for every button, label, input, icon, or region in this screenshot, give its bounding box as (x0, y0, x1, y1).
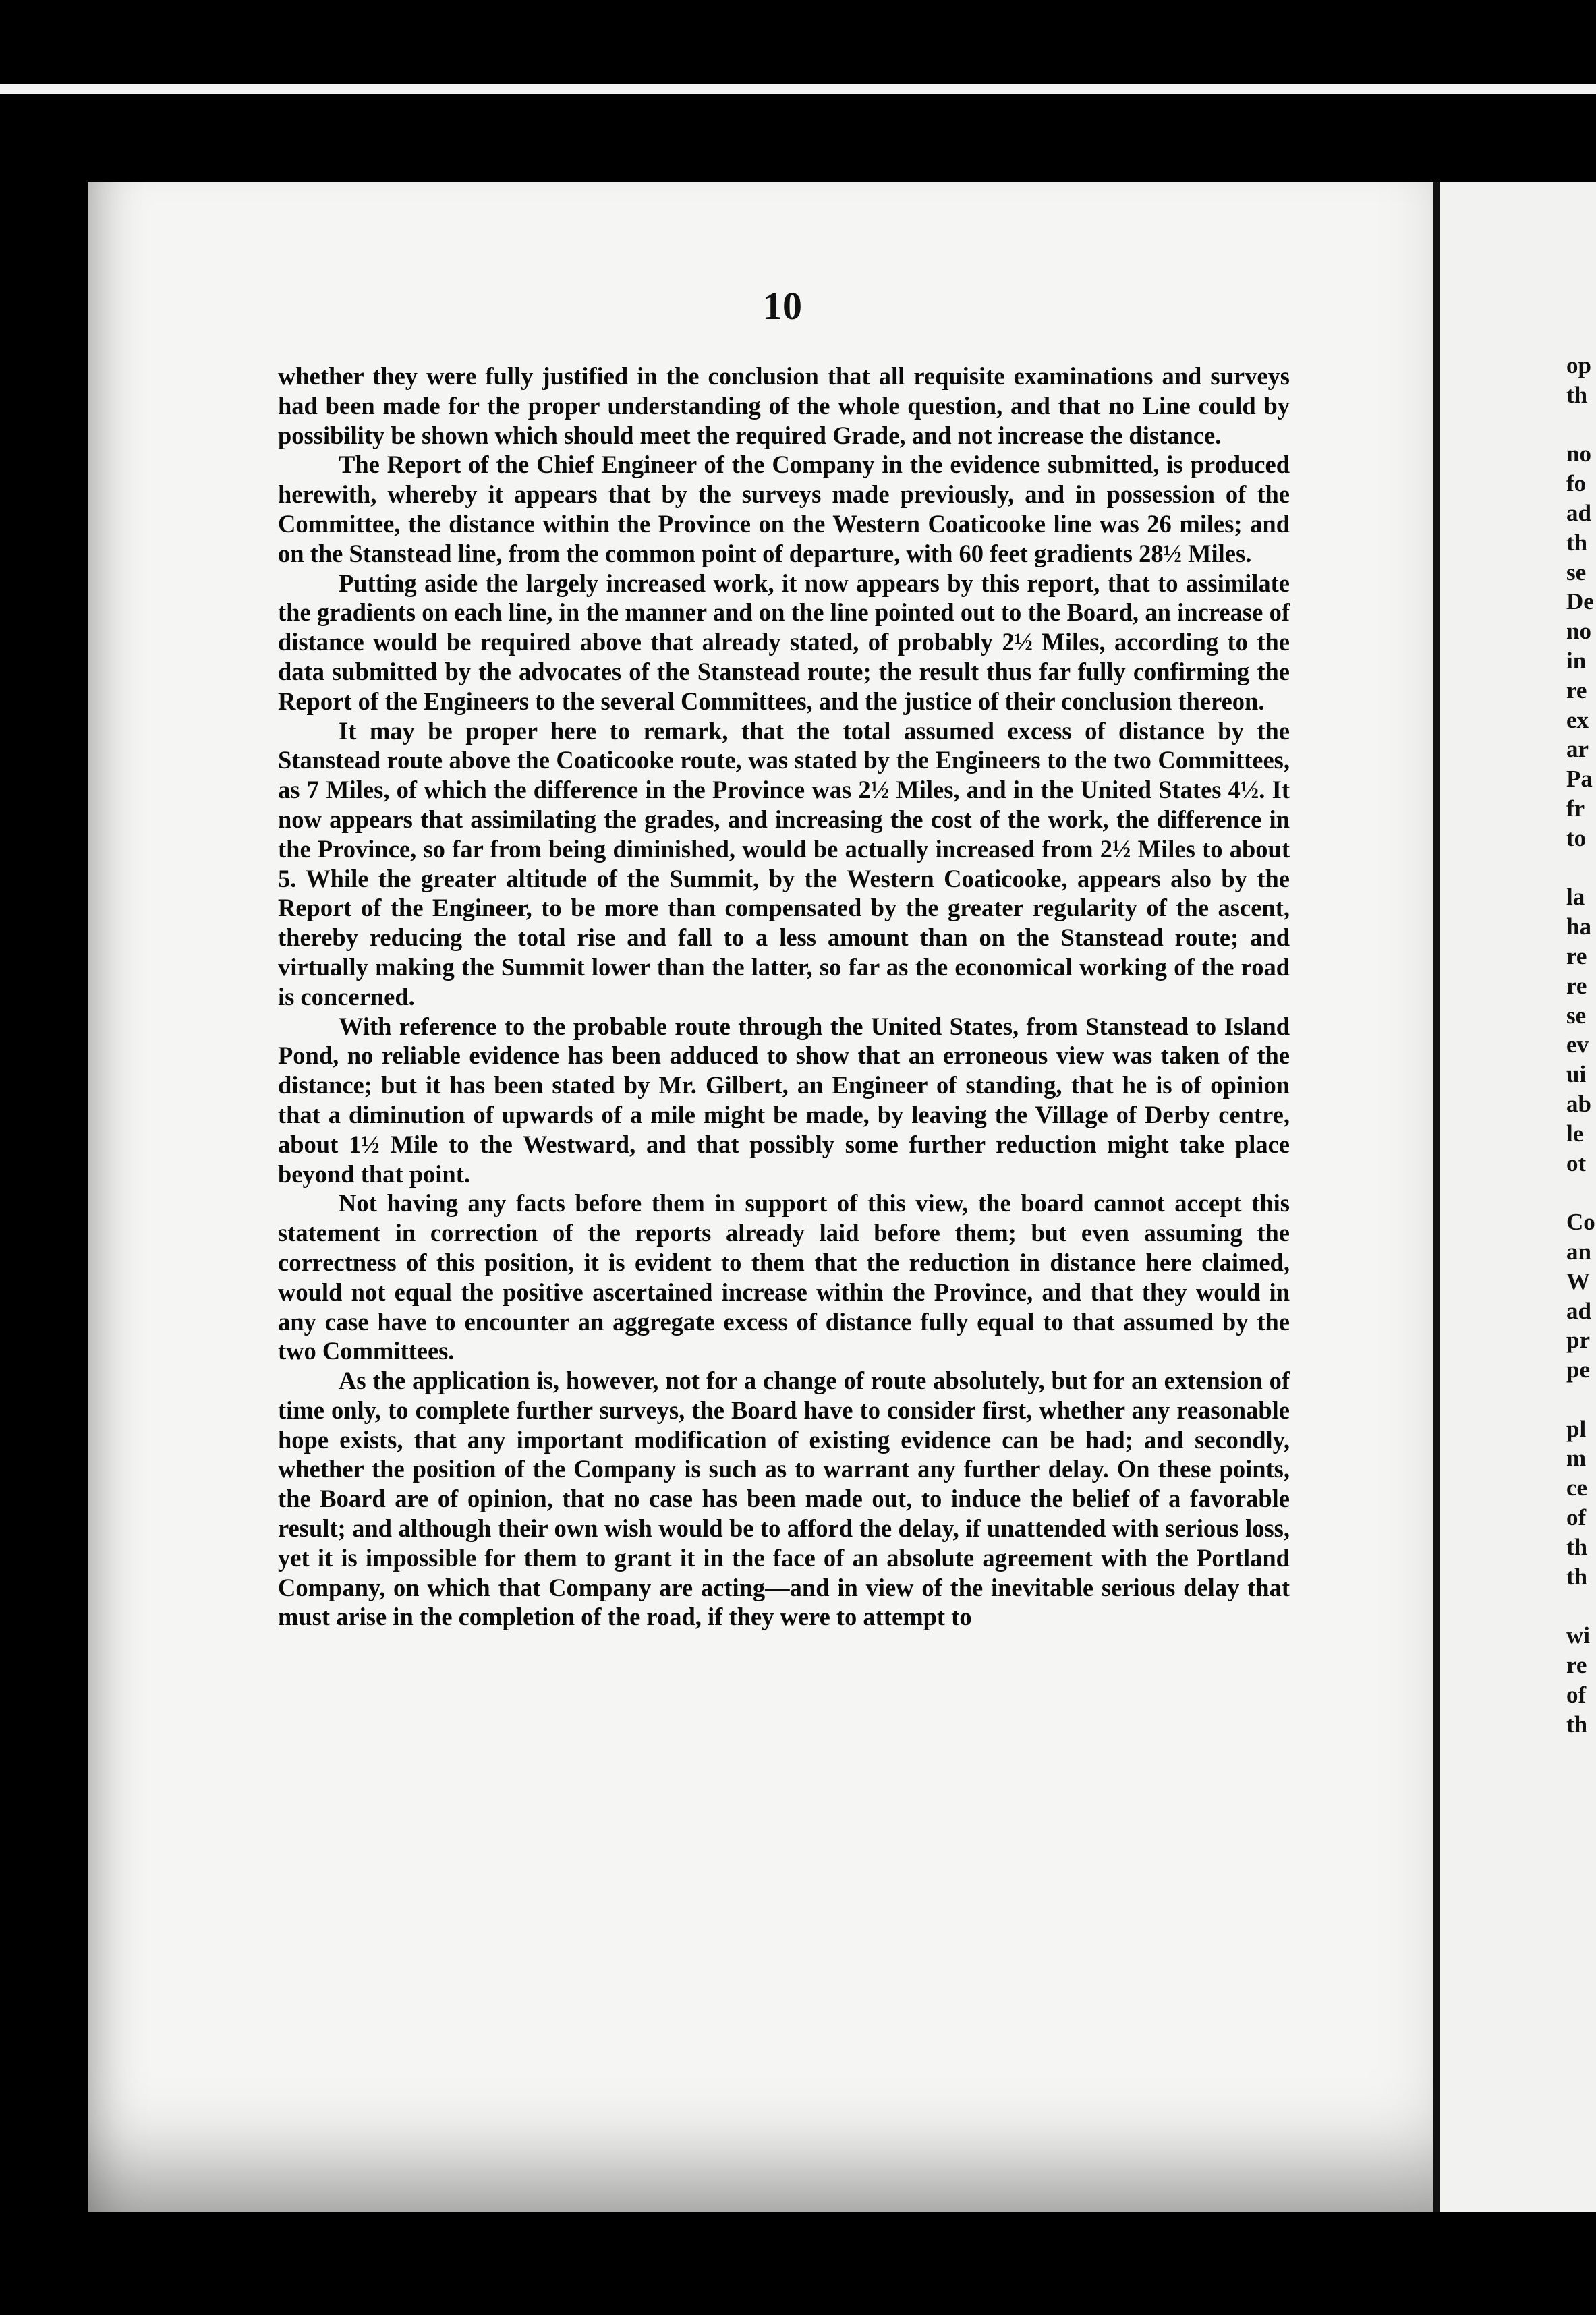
fragment-line: re (1566, 1652, 1587, 1679)
fragment-line: De (1566, 588, 1594, 615)
fragment-line: la (1566, 884, 1585, 911)
page-number: 10 (763, 284, 802, 328)
scan-bottom-border (0, 2212, 1596, 2315)
fragment-line: ui (1566, 1061, 1587, 1088)
fragment-line: ad (1566, 499, 1591, 526)
fragment-line: pl (1566, 1415, 1587, 1442)
paragraph: Putting aside the largely increased work, it now appears by this report, that to assimilate the gradients on each line, in the manner and on the line pointed out to the Board, an increase of distance would be required above that already stated, of probably 2½ Miles, according to the data submitted by the advocates of the Stanstead route; the result thus far fully confirming the Report of the Engineers to the several Committees, and the justice of their conclusion thereon. (278, 569, 1290, 715)
fragment-line: Co (1566, 1209, 1595, 1236)
fragment-line: of (1566, 1681, 1587, 1708)
fragment-line (1566, 1591, 1596, 1621)
fragment-line: pe (1566, 1356, 1590, 1383)
paragraph: With reference to the probable route through the United States, from Stanstead to Island Pond, no reliable evidence has been adduced to show that an erroneous view was taken of the distance; but it has been stated by Mr. Gilbert, an Engineer of standing, that he is of opinion that a diminution of upwards of a mile might be made, by leaving the Village of Derby centre, about 1½ Mile to the Westward, and that possibly some further reduction might take place beyond that point. (278, 1012, 1290, 1188)
fragment-line: re (1566, 942, 1587, 969)
fragment-line: se (1566, 1002, 1587, 1029)
adjacent-page-fragments (1566, 351, 1596, 1739)
fragment-line: in (1566, 647, 1587, 674)
fragment-line: ar (1566, 736, 1589, 763)
fragment-line: ev (1566, 1031, 1589, 1058)
fragment-line: ab (1566, 1090, 1591, 1117)
fragment-line: ce (1566, 1475, 1588, 1502)
fragment-line: an (1566, 1238, 1591, 1265)
page-gutter (1433, 182, 1440, 2212)
fragment-line: th (1566, 529, 1588, 556)
fragment-line: re (1566, 677, 1587, 704)
fragment-line (1566, 410, 1596, 440)
fragment-line: th (1566, 1533, 1588, 1560)
fragment-line: pr (1566, 1327, 1590, 1354)
fragment-line (1566, 853, 1596, 883)
paragraph: As the application is, however, not for a change of route absolutely, but for an extension of time only, to complete further surveys, the Board have to consider first, whether any reasonable hope exists, that any important modification of existing evidence can be had; and secondly, whether the position of the Company is such as to warrant any further delay. On these points, the Board are of opinion, that no case has been made out, to induce the belief of a favorable result; and although their own wish would be to afford the delay, if unattended with serious loss, yet it is impossible for them to grant it in the face of an absolute agreement with the Portland Company, on which that Company are acting—and in view of the inevitable serious delay that must arise in the completion of the road, if they were to attempt to (278, 1367, 1290, 1631)
scan-dark-band (0, 94, 1596, 180)
fragment-line: th (1566, 1711, 1588, 1738)
fragment-line: to (1566, 824, 1587, 851)
fragment-line: se (1566, 559, 1587, 585)
fragment-line: ad (1566, 1297, 1591, 1324)
fragment-line: m (1566, 1445, 1587, 1472)
fragment-line: op (1566, 352, 1591, 378)
paragraph: The Report of the Chief Engineer of the Company in the evidence submitted, is produced herewith, whereby it appears that by the surveys made previously, and in possession of the Committee, the distance within the Province on the Western Coaticooke line was 26 miles; and on the Stanstead line, from the common point of departure, with 60 feet gradients 28½ Miles. (278, 451, 1290, 567)
fragment-line: wi (1566, 1622, 1590, 1649)
fragment-line: no (1566, 618, 1591, 645)
fragment-line: le (1566, 1120, 1584, 1147)
fragment-line: of (1566, 1504, 1587, 1531)
fragment-line (1566, 1385, 1596, 1414)
fragment-line: th (1566, 381, 1588, 408)
scan-top-border (0, 0, 1596, 84)
fragment-line: re (1566, 972, 1587, 999)
fragment-line: th (1566, 1563, 1588, 1590)
paragraph: whether they were fully justified in the conclusion that all requisite examinations and surveys had been made for the proper understanding of the whole question, and that no Line could by possibility be shown which should meet the required Grade, and not increase the distance. (278, 362, 1290, 449)
fragment-line: no (1566, 440, 1591, 467)
scan-rule (0, 84, 1596, 94)
fragment-line (1566, 1178, 1596, 1207)
paragraph: Not having any facts before them in support of this view, the board cannot accept this statement in correction of the reports already laid before them; but even assuming the correctness of this position, it is evident to them that the reduction in distance here claimed, would not equal the positive ascertained increase within the Province, and that they would in any case have to encounter an aggregate excess of distance fully equal to that assumed by the two Committees. (278, 1189, 1290, 1365)
fragment-line: W (1566, 1267, 1590, 1294)
fragment-line: ex (1566, 706, 1589, 733)
fragment-line: ha (1566, 913, 1591, 940)
body-text (278, 362, 1290, 1632)
fragment-line: Pa (1566, 766, 1593, 793)
fragment-line: fr (1566, 795, 1585, 822)
fragment-line: ot (1566, 1149, 1587, 1176)
paragraph: It may be proper here to remark, that the total assumed excess of distance by the Stanstead route above the Coaticooke route, was stated by the Engineers to the two Committees, as 7 Miles, of which the difference in the Province was 2½ Miles, and in the United States 4½. It now appears that assimilating the grades, and increasing the cost of the work, the difference in the Province, so far from being diminished, would be actually increased from 2½ Miles to about 5. While the greater altitude of the Summit, by the Western Coaticooke, appears also by the Report of the Engineer, to be more than compensated by the greater regularity of the ascent, thereby reducing the total rise and fall to a less amount than on the Stanstead route; and virtually making the Summit lower than the latter, so far as the economical working of the road is concerned. (278, 716, 1290, 1010)
fragment-line: fo (1566, 470, 1587, 497)
